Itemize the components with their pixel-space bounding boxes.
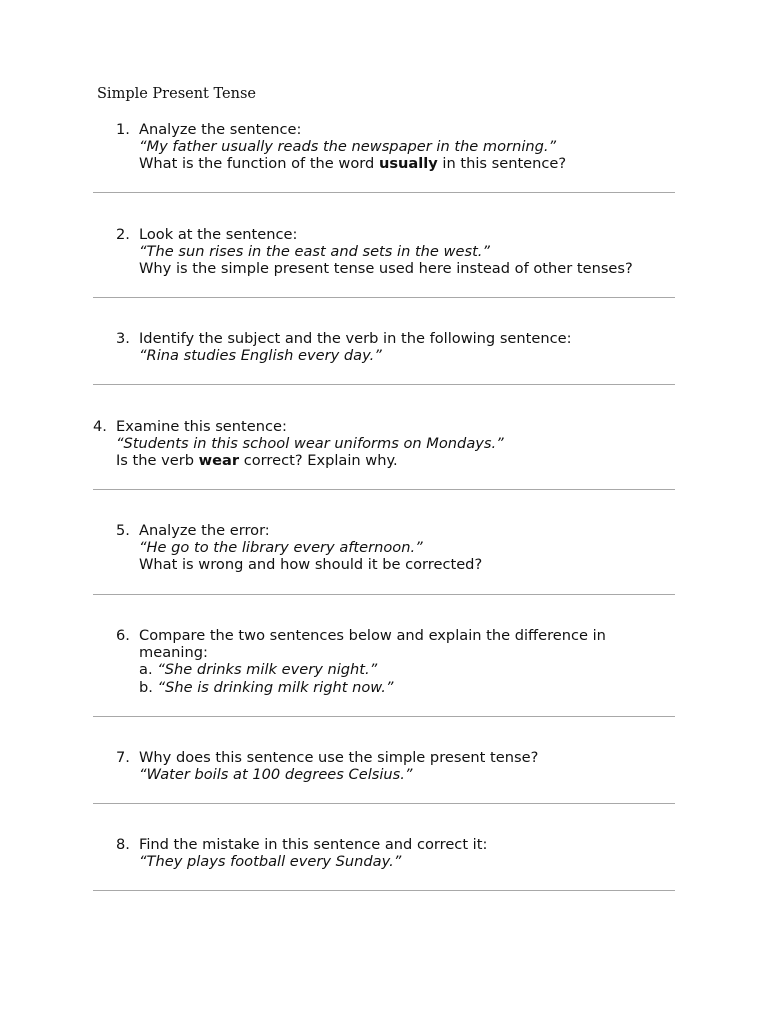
- question-number: 6.: [116, 627, 130, 644]
- question-4: [93, 418, 504, 470]
- question-1: [116, 121, 566, 173]
- question-number: 2.: [116, 226, 130, 243]
- question-prompt: Identify the subject and the verb in the following sentence:: [139, 330, 572, 347]
- key-word: usually: [378, 155, 438, 173]
- question-followup: Why is the simple present tense used here instead of other tenses?: [139, 260, 633, 278]
- question-number: 3.: [116, 330, 130, 347]
- question-5: [116, 522, 482, 574]
- question-number: 8.: [116, 836, 130, 853]
- question-number: 7.: [116, 749, 130, 766]
- quoted-sentence: “Rina studies English every day.”: [139, 347, 382, 365]
- question-prompt: Compare the two sentences below and explain the difference in meaning:: [139, 627, 606, 662]
- question-prompt: Analyze the sentence:: [139, 121, 302, 138]
- question-2: [116, 226, 633, 278]
- answer-line: [93, 803, 675, 804]
- quoted-sentence: “My father usually reads the newspaper in the morning.”: [139, 138, 557, 156]
- quoted-sentence: “Water boils at 100 degrees Celsius.”: [139, 766, 413, 784]
- quoted-sentence: “They plays football every Sunday.”: [139, 853, 402, 871]
- question-prompt: Look at the sentence:: [139, 226, 298, 243]
- document-title: Simple Present Tense: [97, 86, 256, 102]
- answer-line: [93, 384, 675, 385]
- question-prompt: Examine this sentence:: [116, 418, 287, 435]
- answer-line: [93, 890, 675, 891]
- quoted-sentence: “The sun rises in the east and sets in the west.”: [139, 243, 490, 261]
- answer-line: [93, 489, 675, 490]
- key-word: wear: [198, 452, 240, 470]
- answer-line: [93, 594, 675, 595]
- question-7: [116, 749, 538, 783]
- question-3: [116, 330, 572, 364]
- option-a: a. “She drinks milk every night.”: [139, 661, 378, 679]
- question-prompt: Why does this sentence use the simple present tense?: [139, 749, 539, 766]
- question-prompt: Analyze the error:: [139, 522, 270, 539]
- question-number: 4.: [93, 418, 107, 435]
- quoted-sentence: “He go to the library every afternoon.”: [139, 539, 423, 557]
- answer-line: [93, 297, 675, 298]
- question-followup: Is the verb wear correct? Explain why.: [116, 452, 398, 470]
- answer-line: [93, 192, 675, 193]
- question-followup: What is wrong and how should it be corrected?: [139, 556, 483, 574]
- question-followup: What is the function of the word usually in this sentence?: [139, 155, 567, 173]
- option-b: b. “She is drinking milk right now.”: [139, 678, 394, 696]
- question-6: [116, 627, 641, 696]
- question-number: 5.: [116, 522, 130, 539]
- quoted-sentence: “Students in this school wear uniforms on Mondays.”: [116, 435, 504, 453]
- question-number: 1.: [116, 121, 130, 138]
- question-prompt: Find the mistake in this sentence and correct it:: [139, 836, 488, 853]
- question-8: [116, 836, 487, 870]
- answer-line: [93, 716, 675, 717]
